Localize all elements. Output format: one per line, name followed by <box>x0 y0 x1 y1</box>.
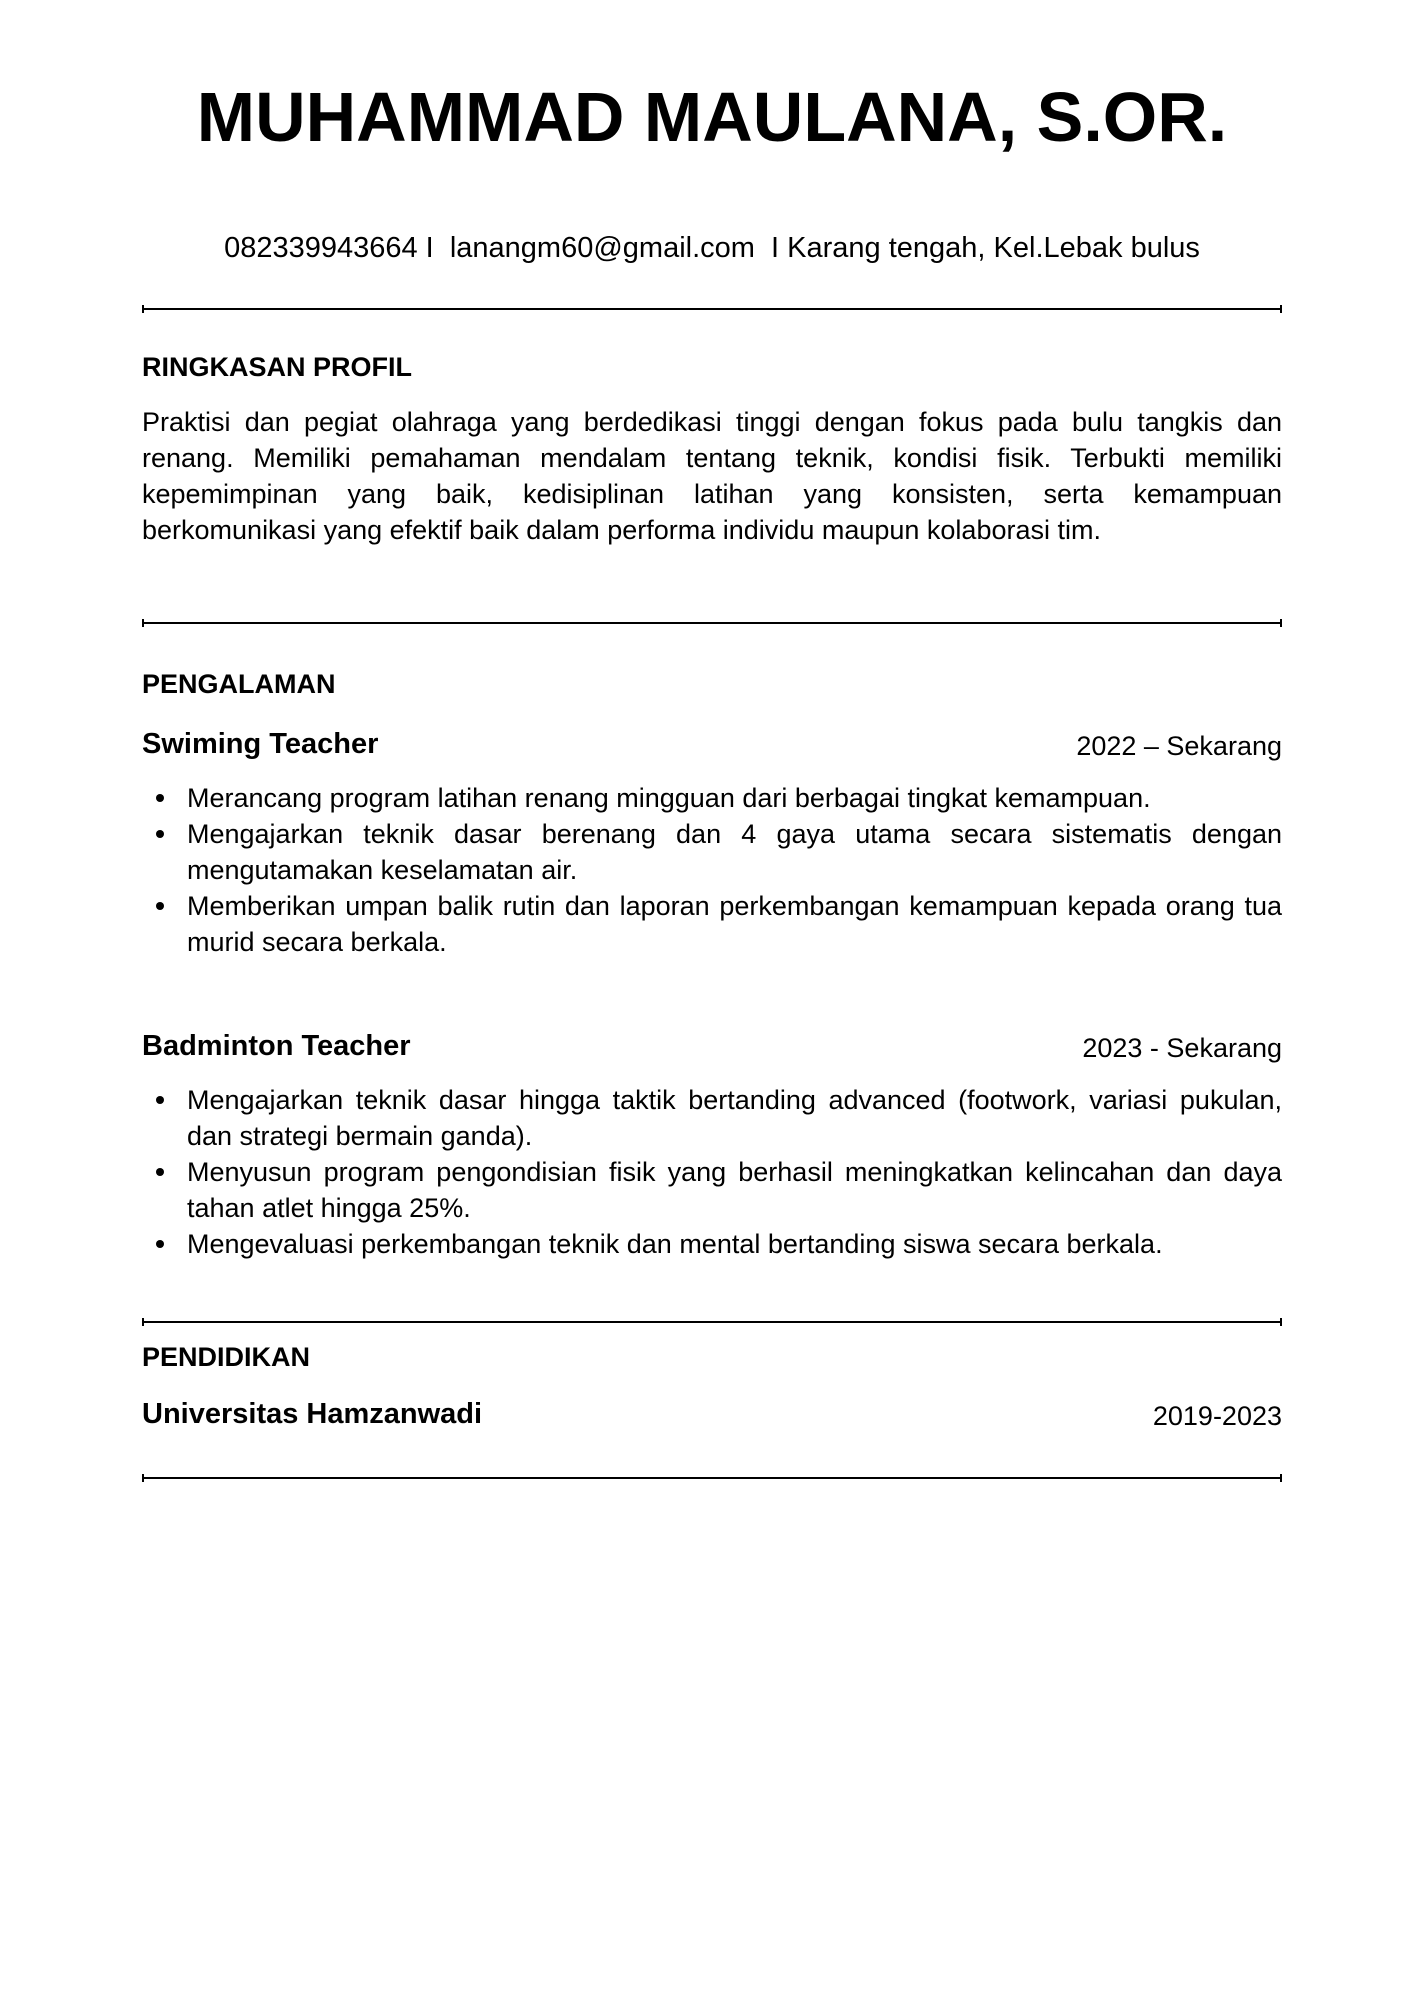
divider <box>142 1321 1282 1323</box>
school-name: Universitas Hamzanwadi <box>142 1398 483 1430</box>
job-title: Swiming Teacher <box>142 728 379 760</box>
divider <box>142 622 1282 624</box>
section-title-education: PENDIDIKAN <box>142 1342 311 1372</box>
list-item: Mengajarkan teknik dasar hingga taktik bertanding advanced (footwork, variasi pukulan, dan strategi bermain ganda). <box>142 1082 1282 1154</box>
section-title-profile: RINGKASAN PROFIL <box>142 352 412 382</box>
education-row <box>142 1394 1282 1434</box>
profile-summary: Praktisi dan pegiat olahraga yang berdedikasi tinggi dengan fokus pada bulu tangkis dan renang. Memiliki pemahaman mendalam tentang teknik, kondisi fisik. Terbukti memiliki kepemimpinan yang baik, kedisiplinan latihan yang konsisten, serta kemampuan berkomunikasi yang efektif baik dalam performa individu maupun kolaborasi tim. <box>142 407 1282 545</box>
section-title-experience: PENGALAMAN <box>142 669 336 699</box>
divider <box>142 308 1282 310</box>
job-header <box>142 1026 1282 1066</box>
job-bullets <box>142 1082 1282 1262</box>
divider <box>142 1477 1282 1479</box>
list-item: Merancang program latihan renang mingguan dari berbagai tingkat kemampuan. <box>142 780 1282 816</box>
job-date: 2023 - Sekarang <box>1082 1033 1282 1063</box>
job-bullets <box>142 780 1282 960</box>
list-item: Memberikan umpan balik rutin dan laporan perkembangan kemampuan kepada orang tua murid secara berkala. <box>142 888 1282 960</box>
list-item: Mengajarkan teknik dasar berenang dan 4 gaya utama secara sistematis dengan mengutamakan keselamatan air. <box>142 816 1282 888</box>
job-date: 2022 – Sekarang <box>1076 731 1282 761</box>
contact-info: 082339943664 I lanangm60@gmail.com I Karang tengah, Kel.Lebak bulus <box>224 232 1200 264</box>
education-date: 2019-2023 <box>1152 1401 1282 1431</box>
job-header <box>142 724 1282 764</box>
candidate-name: MUHAMMAD MAULANA, S.OR. <box>196 78 1228 156</box>
job-title: Badminton Teacher <box>142 1030 411 1062</box>
list-item: Menyusun program pengondisian fisik yang berhasil meningkatkan kelincahan dan daya tahan atlet hingga 25%. <box>142 1154 1282 1226</box>
list-item: Mengevaluasi perkembangan teknik dan mental bertanding siswa secara berkala. <box>142 1226 1282 1262</box>
